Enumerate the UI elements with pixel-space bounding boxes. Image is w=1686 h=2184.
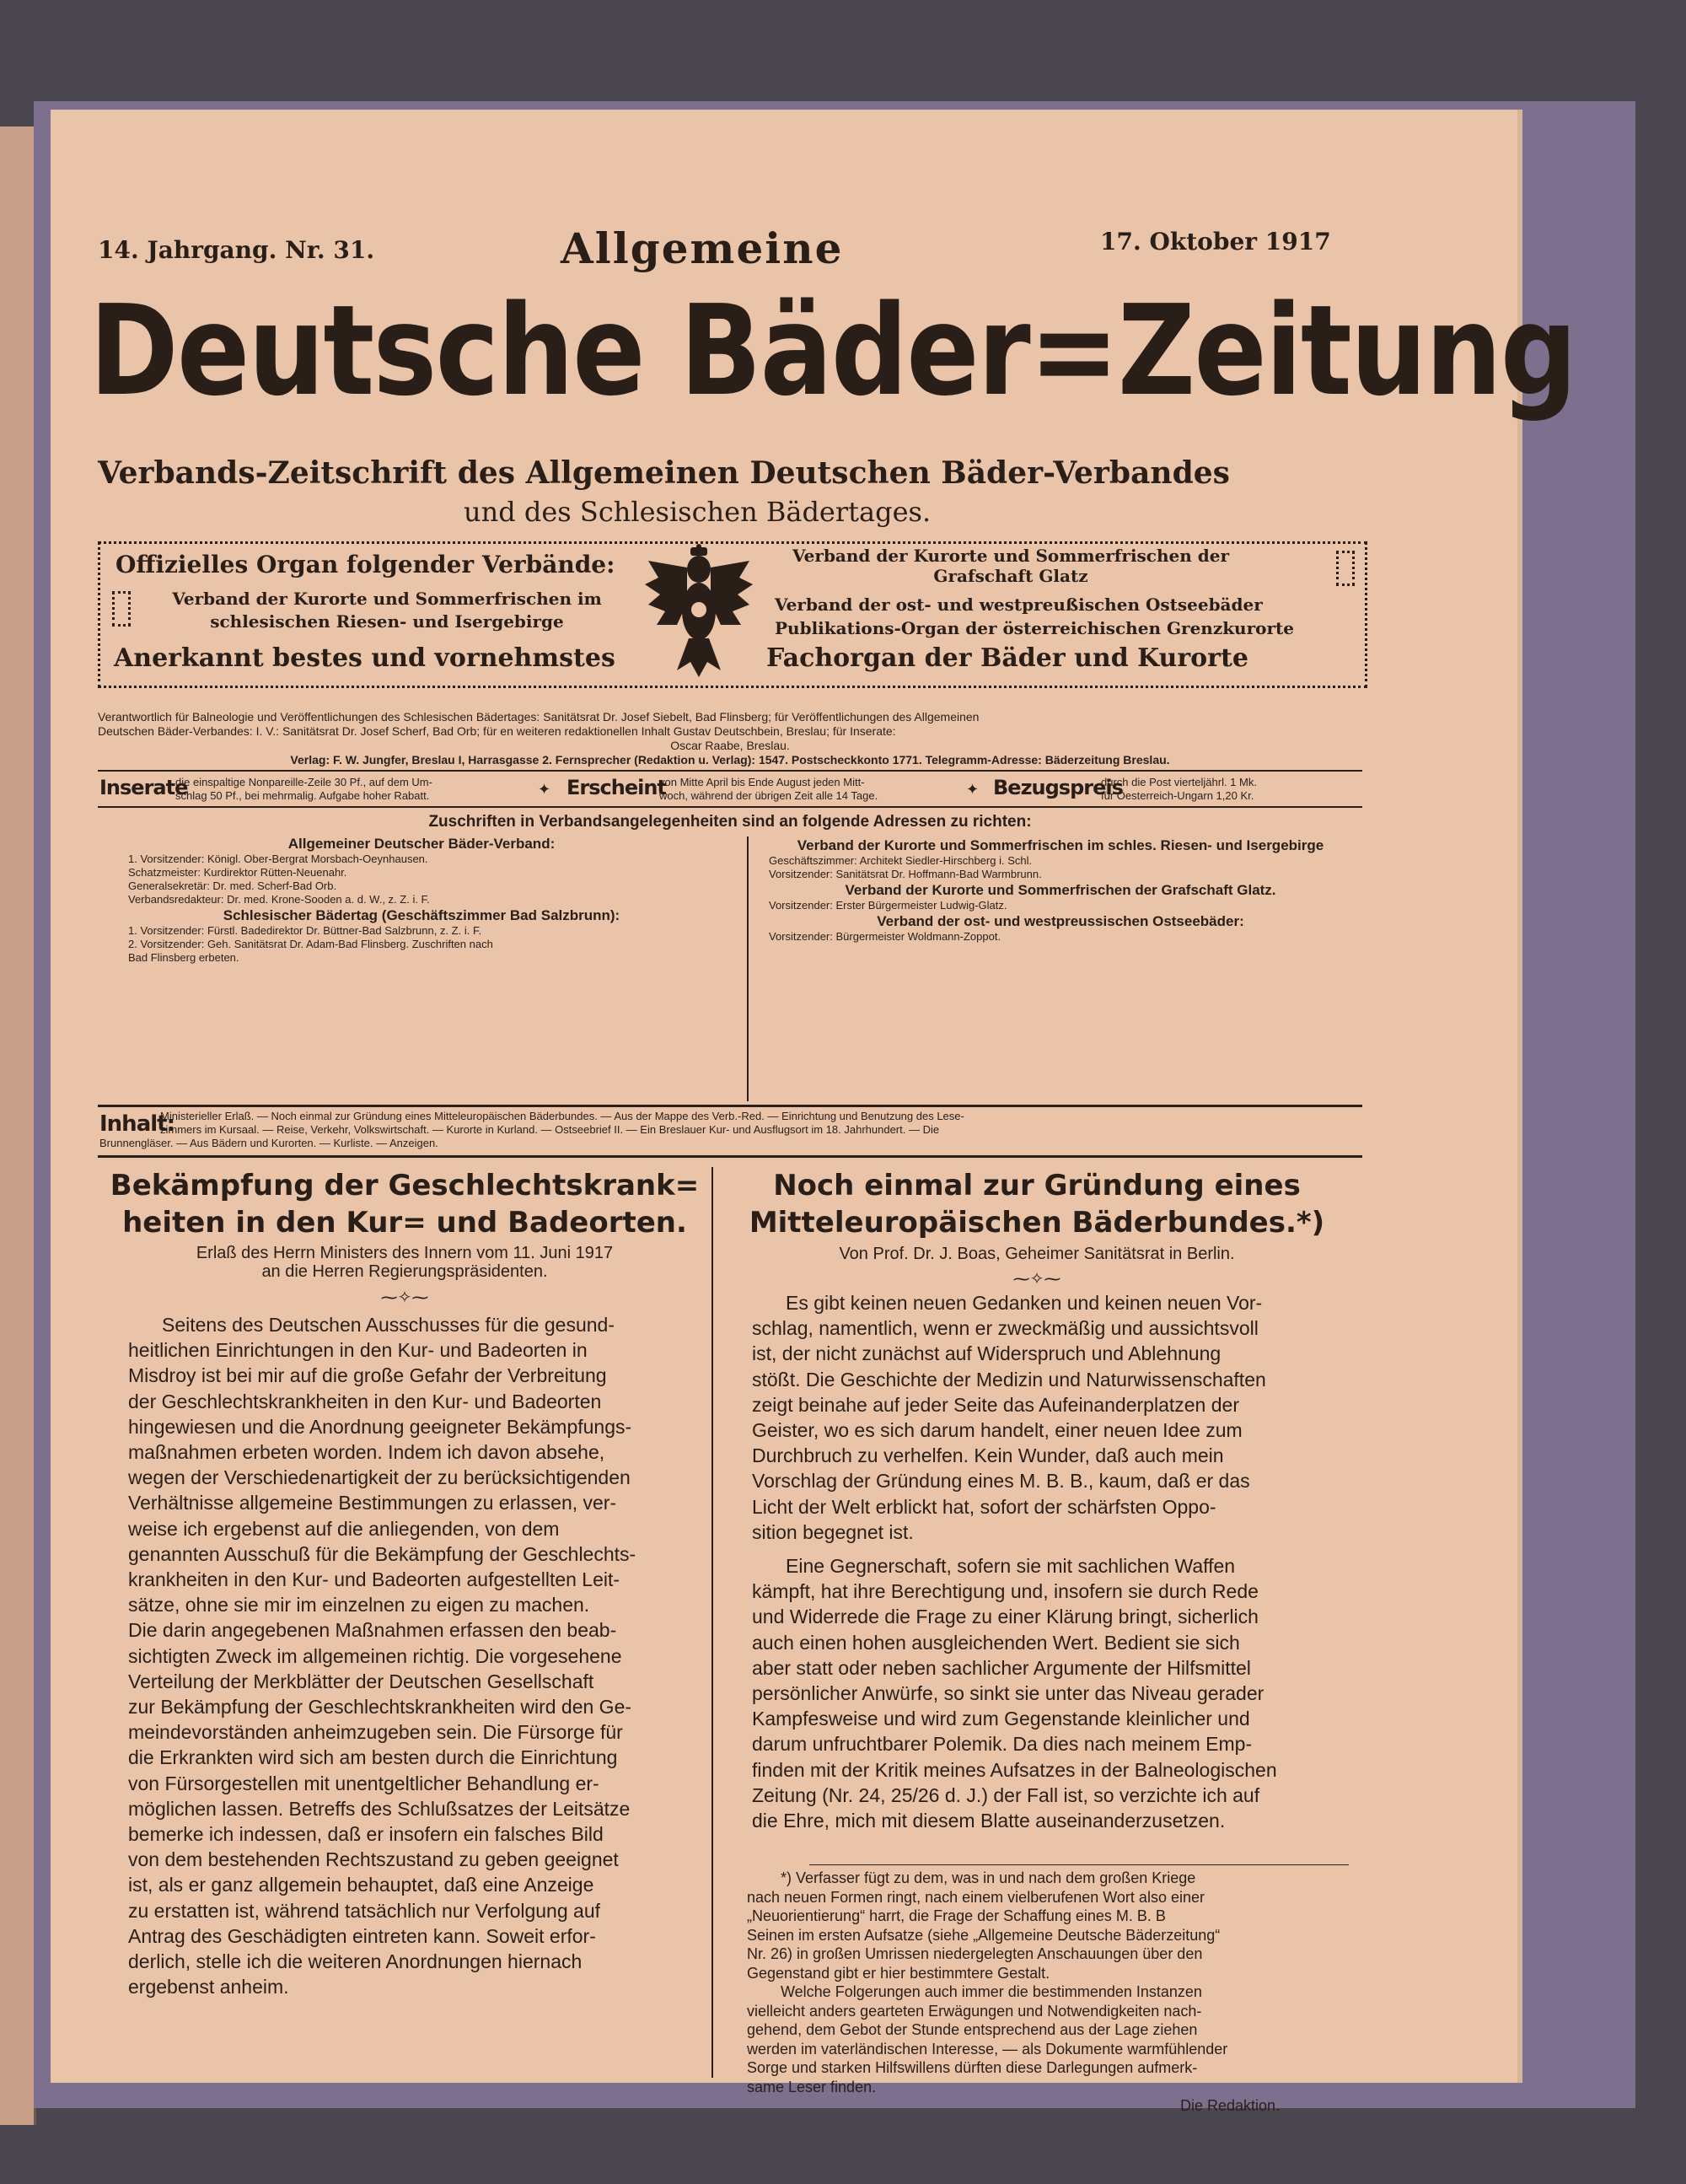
organ-heading: Offizielles Organ folgender Verbände: [115, 551, 615, 578]
text-line: und Widerrede die Frage zu einer Klärung bringt, sicherlich [752, 1606, 1259, 1628]
footnote-line: same Leser finden. [747, 2078, 877, 2095]
text-line: von dem bestehenden Rechtszustand zu geben geeignet [128, 1848, 619, 1871]
responsible-line-1: Verantwortlich für Balneologie und Veröffentlichungen des Schlesischen Bädertages: Sanitätsrat Dr. Josef Siebelt, Bad Flinsberg; für Veröffentlichungen des Allgemeinen [98, 710, 980, 724]
inserate-text-2: schlag 50 Pf., bei mehrmalig. Aufgabe hoher Rabatt. [175, 789, 430, 802]
bezugspreis-text-2: für Oesterreich-Ungarn 1,20 Kr. [1101, 789, 1254, 802]
text-line: auch einen hohen ausgleichenden Wert. Bedient sie sich [752, 1631, 1240, 1654]
text-line: persönlicher Anwürfe, so sinkt sie unter das Niveau gerader [752, 1682, 1264, 1705]
text-line: maßnahmen erbeten worden. Indem ich davon absehe, [128, 1441, 605, 1464]
text-line: Seitens des Deutschen Ausschusses für die gesund- [162, 1314, 615, 1336]
footnote-line: Seinen im ersten Aufsatze (siehe „Allgemeine Deutsche Bäderzeitung“ [747, 1926, 1221, 1944]
responsible-line-3: Oscar Raabe, Breslau. [670, 739, 790, 752]
text-line: ist, der nicht zunächst auf Widerspruch und Ablehnung [752, 1342, 1222, 1365]
text-line: Kampfesweise und wird zum Gegenstande kleinlicher und [752, 1708, 1250, 1730]
text-line: aber statt oder neben sachlicher Argumente der Hilfsmittel [752, 1656, 1251, 1679]
text-line: Die darin angegebenen Maßnahmen erfassen den beab- [128, 1619, 617, 1642]
address-right-line: Geschäftszimmer: Architekt Siedler-Hirschberg i. Schl. [769, 854, 1033, 867]
text-line: Durchbruch zu verhelfen. Kein Wunder, daß auch mein [752, 1444, 1224, 1467]
bezugspreis-label: Bezugspreis [993, 776, 1123, 799]
text-line: hingewiesen und die Anordnung geeigneter Bekämpfungs- [128, 1415, 632, 1438]
text-line: sichtigten Zweck im allgemeinen richtig. Die vorgesehene [128, 1644, 622, 1667]
footnote-line: gehend, dem Gebot der Stunde entsprechend aus der Lage ziehen [747, 2021, 1198, 2038]
issue-date: 17. Oktober 1917 [1100, 228, 1331, 256]
text-line: genannten Ausschuß für die Bekämpfung der Geschlechts- [128, 1542, 636, 1565]
footnote-rule [809, 1864, 1349, 1865]
addresses-heading: Zuschriften in Verbandsangelegenheiten sind an folgende Adressen zu richten: [428, 813, 1032, 831]
text-line [752, 1545, 1349, 1553]
footnote-line: Gegenstand gibt er hier bestimmtere Gestalt. [747, 1964, 1050, 1982]
divider [98, 770, 1362, 772]
contents-line-3: Brunnengläser. — Aus Bädern und Kurorten. — Kurliste. — Anzeigen. [99, 1137, 438, 1149]
diamond-separator-icon: ✦ [966, 781, 980, 799]
address-left-line: 1. Vorsitzender: Fürstl. Badedirektor Dr. Büttner-Bad Salzbrunn, z. Z. i. F. [128, 924, 482, 937]
text-line: ergebenst anheim. [128, 1976, 289, 1998]
address-left-line: Allgemeiner Deutscher Bäder-Verband: [287, 836, 556, 852]
bezugspreis-text-1: durch die Post vierteljährl. 1 Mk. [1101, 776, 1257, 788]
text-line: sätze, ohne sie mir im einzelnen zu eigen zu machen. [128, 1594, 590, 1616]
text-line: Licht der Welt erblickt hat, sofort der schärfsten Oppo- [752, 1495, 1216, 1518]
address-left-line: Schatzmeister: Kurdirektor Rütten-Neuenahr. [128, 866, 347, 879]
article-column-rule [711, 1167, 713, 2078]
text-line: meindevorständen anheimzugeben sein. Die Fürsorge für [128, 1721, 623, 1744]
inserate-text-1: die einspaltige Nonpareille-Zeile 30 Pf., auf dem Um- [175, 776, 432, 788]
adjacent-page-edge [0, 126, 36, 2125]
contents-line-1: Ministerieller Erlaß. — Noch einmal zur Gründung eines Mitteleuropäischen Bäderbundes. — Aus der Mappe des Verb.-Red. — Einrichtung und Benutzung des Lese- [160, 1110, 964, 1122]
article-right-title-1: Noch einmal zur Gründung eines [773, 1169, 1301, 1202]
text-line: Eine Gegnerschaft, sofern sie mit sachlichen Waffen [786, 1555, 1236, 1578]
article-right-footnote [747, 1869, 1349, 2096]
newspaper-page [51, 110, 1576, 2114]
text-line: der Geschlechtskrankheiten in den Kur- und Badeorten [128, 1390, 602, 1412]
contents-line-2: zimmers im Kursaal. — Reise, Verkehr, Volkswirtschaft. — Kurorte in Kurland. — Ostseebrief II. — Ein Breslauer Kur- und Ausflugsort im 18. Jahrhundert. — Die [160, 1123, 940, 1136]
issue-number: 14. Jahrgang. Nr. 31. [98, 236, 375, 264]
official-organ-box [98, 541, 1367, 688]
text-line: zu erstatten ist, während tatsächlich nur Verfolgung auf [128, 1899, 600, 1922]
article-left-title-1: Bekämpfung der Geschlechtskrank= [110, 1169, 700, 1202]
text-line: heitlichen Einrichtungen in den Kur- und Badeorten in [128, 1339, 588, 1362]
responsible-editors [98, 710, 1362, 767]
contents-label: Inhalt: [99, 1111, 175, 1137]
erscheint-text-2: woch, während der übrigen Zeit alle 14 Tage. [659, 789, 878, 802]
footnote-line: nach neuen Formen ringt, nach einem vielberufenen Wort also einer [747, 1888, 1205, 1906]
erscheint-label: Erscheint [566, 776, 666, 799]
footnote-line: Sorge und starken Hilfswillens dürften diese Darlegungen aufmerk- [747, 2059, 1198, 2076]
imperial-eagle-emblem [640, 544, 758, 680]
text-line: zeigt beinahe auf jeder Seite das Aufeinanderplatzen der [752, 1393, 1239, 1416]
masthead-title: Deutsche Bäder=Zeitung [89, 278, 1576, 423]
text-line: stößt. Die Geschichte der Medizin und Naturwissenschaften [752, 1368, 1266, 1391]
masthead-kicker: Allgemeine [561, 223, 844, 273]
text-line: schlag, namentlich, wenn er zweckmäßig und aussichtsvoll [752, 1317, 1259, 1340]
footnote-line: „Neuorientierung“ harrt, die Frage der Schaffung eines M. B. B [747, 1907, 1166, 1924]
address-left-line: 1. Vorsitzender: Königl. Ober-Bergrat Morsbach-Oeynhausen. [128, 853, 428, 865]
text-line: von Fürsorgestellen mit unentgeltlicher Behandlung er- [128, 1772, 599, 1794]
organ-right-item-3: Publikations-Organ der österreichischen Grenzkurorte [775, 618, 1294, 638]
address-right-line: Verband der ost- und westpreussischen Ostseebäder: [877, 913, 1244, 929]
inserate-label: Inserate [99, 776, 188, 799]
address-left-line: Bad Flinsberg erbeten. [128, 951, 239, 964]
text-line: bemerke ich indessen, daß er insofern ein falsches Bild [128, 1823, 604, 1846]
text-line: Verteilung der Merkblätter der Deutschen Gesellschaft [128, 1670, 594, 1692]
text-line: die Erkrankten wird sich am besten durch die Einrichtung [128, 1746, 618, 1769]
address-left-line: Generalsekretär: Dr. med. Scherf-Bad Orb. [128, 880, 337, 892]
text-line: kämpft, hat ihre Berechtigung und, insofern sie durch Rede [752, 1580, 1259, 1603]
addresses-right-column [759, 836, 1362, 944]
column-rule [747, 836, 749, 1101]
address-right-line: Vorsitzender: Bürgermeister Woldmann-Zoppot. [769, 930, 1001, 943]
text-line: Verhältnisse allgemeine Bestimmungen zu erlassen, ver- [128, 1492, 617, 1514]
footnote-line: werden im vaterländischen Interesse, — als Dokumente warmfühlender [747, 2040, 1228, 2058]
text-line: Vorschlag der Gründung eines M. B. B., kaum, daß er das [752, 1470, 1250, 1493]
address-right-line: Vorsitzender: Sanitätsrat Dr. Hoffmann-Bad Warmbrunn. [769, 868, 1042, 880]
text-line: krankheiten in den Kur- und Badeorten aufgestellten Leit- [128, 1568, 620, 1591]
text-line: Misdroy ist bei mir auf die große Gefahr der Verbreitung [128, 1364, 607, 1387]
article-right-body [752, 1290, 1349, 1833]
contents-list [160, 1110, 1362, 1137]
editorial-signature: Die Redaktion. [1180, 2097, 1281, 2114]
erscheint-text-1: von Mitte April bis Ende August jeden Mitt- [659, 776, 865, 788]
article-left-title-2: heiten in den Kur= und Badeorten. [122, 1206, 687, 1240]
text-line: ist, als er ganz allgemein behauptet, daß eine Anzeige [128, 1874, 594, 1896]
address-left-line: 2. Vorsitzender: Geh. Sanitätsrat Dr. Adam-Bad Flinsberg. Zuschriften nach [128, 938, 493, 950]
subtitle-line-2: und des Schlesischen Bädertages. [464, 496, 932, 528]
text-line: Antrag des Geschädigten eintreten kann. Soweit erfor- [128, 1924, 596, 1947]
text-line: Es gibt keinen neuen Gedanken und keinen neuen Vor- [786, 1292, 1263, 1314]
article-left-body [128, 1312, 700, 1999]
article-right-title [725, 1167, 1349, 1241]
address-right-line: Vorsitzender: Erster Bürgermeister Ludwig-Glatz. [769, 899, 1007, 912]
inserate-text [175, 776, 432, 803]
diamond-separator-icon: ✦ [538, 781, 551, 799]
responsible-line-2: Deutschen Bäder-Verbandes: I. V.: Sanitätsrat Dr. Josef Scherf, Bad Orb; für en weiteren redaktionellen Inhalt Gustav Deutschbein, Breslau; für Inserate: [98, 724, 896, 738]
organ-right-item-2: Verband der ost- und westpreußischen Ostseebäder [775, 594, 1263, 615]
divider [98, 806, 1362, 808]
organ-left-footer: Anerkannt bestes und vornehmstes [114, 643, 615, 673]
subtitle-line-1: Verbands-Zeitschrift des Allgemeinen Deutschen Bäder-Verbandes [98, 455, 1230, 491]
ornament-box-left [112, 591, 131, 627]
text-line: die Ehre, mich mit diesem Blatte auseinanderzusetzen. [752, 1810, 1226, 1832]
divider [98, 1105, 1362, 1107]
text-line: sition begegnet ist. [752, 1520, 914, 1543]
ornament-box-right [1336, 551, 1355, 586]
text-line: darum unfruchtbarer Polemik. Da dies nach meinem Emp- [752, 1733, 1253, 1756]
footnote-line: vielleicht anders gearteten Erwägungen und Notwendigkeiten nach- [747, 2002, 1202, 2020]
article-left-subtitle [110, 1244, 700, 1281]
text-line: finden mit der Kritik meines Aufsatzes in der Balneologischen [752, 1758, 1277, 1781]
bezugspreis-text [1101, 776, 1257, 803]
text-line: wegen der Verschiedenartigkeit der zu berücksichtigenden [128, 1466, 631, 1489]
article-left-subtitle-1: Erlaß des Herrn Ministers des Innern vom 11. Juni 1917 [196, 1244, 614, 1262]
article-left-subtitle-2: an die Herren Regierungspräsidenten. [261, 1262, 548, 1281]
ornament-divider: ⁓✧⁓ [380, 1287, 429, 1307]
footnote-line: *) Verfasser fügt zu dem, was in und nach dem großen Kriege [781, 1869, 1196, 1886]
publisher-line: Verlag: F. W. Jungfer, Breslau I, Harrasgasse 2. Fernsprecher (Redaktion u. Verlag): 1547. Postscheckkonto 1771. Telegramm-Adresse: Bäderzeitung Breslau. [290, 753, 1170, 767]
text-line: weise ich ergebenst auf die anliegenden, von dem [128, 1517, 560, 1540]
article-right-title-2: Mitteleuropäischen Bäderbundes.*) [749, 1206, 1325, 1240]
address-right-line: Verband der Kurorte und Sommerfrischen im schles. Riesen- und Isergebirge [797, 837, 1324, 853]
address-left-line: Schlesischer Bädertag (Geschäftszimmer Bad Salzbrunn): [223, 907, 620, 923]
address-right-line: Verband der Kurorte und Sommerfrischen der Grafschaft Glatz. [845, 882, 1276, 898]
erscheint-text [659, 776, 878, 803]
article-left-title [110, 1167, 700, 1241]
ornament-divider: ⁓✧⁓ [1012, 1268, 1061, 1288]
text-line: möglichen lassen. Betreffs des Schlußsatzes der Leitsätze [128, 1797, 631, 1820]
text-line: derlich, stelle ich die weiteren Anordnungen hiernach [128, 1950, 583, 1973]
footnote-line: Nr. 26) in großen Umrissen niedergelegten Anschauungen über den [747, 1945, 1203, 1962]
address-left-line: Verbandsredakteur: Dr. med. Krone-Sooden a. d. W., z. Z. i. F. [128, 893, 430, 906]
addresses-left-column [118, 835, 725, 965]
divider [98, 1155, 1362, 1158]
footnote-line: Welche Folgerungen auch immer die bestimmenden Instanzen [781, 1983, 1202, 2000]
text-line: zur Bekämpfung der Geschlechtskrankheiten wird den Ge- [128, 1696, 632, 1719]
article-right-byline: Von Prof. Dr. J. Boas, Geheimer Sanitätsrat in Berlin. [839, 1245, 1235, 1263]
text-line: Geister, wo es sich darum handelt, einer neuen Idee zum [752, 1419, 1243, 1442]
text-line: Zeitung (Nr. 24, 25/26 d. J.) der Fall ist, so verzichte ich auf [752, 1783, 1260, 1806]
organ-left-item: Verband der Kurorte und Sommerfrischen im schlesischen Riesen- und Isergebirge [172, 589, 602, 632]
organ-right-item-1: Verband der Kurorte und Sommerfrischen der Grafschaft Glatz [792, 546, 1229, 586]
organ-right-footer: Fachorgan der Bäder und Kurorte [766, 643, 1248, 673]
